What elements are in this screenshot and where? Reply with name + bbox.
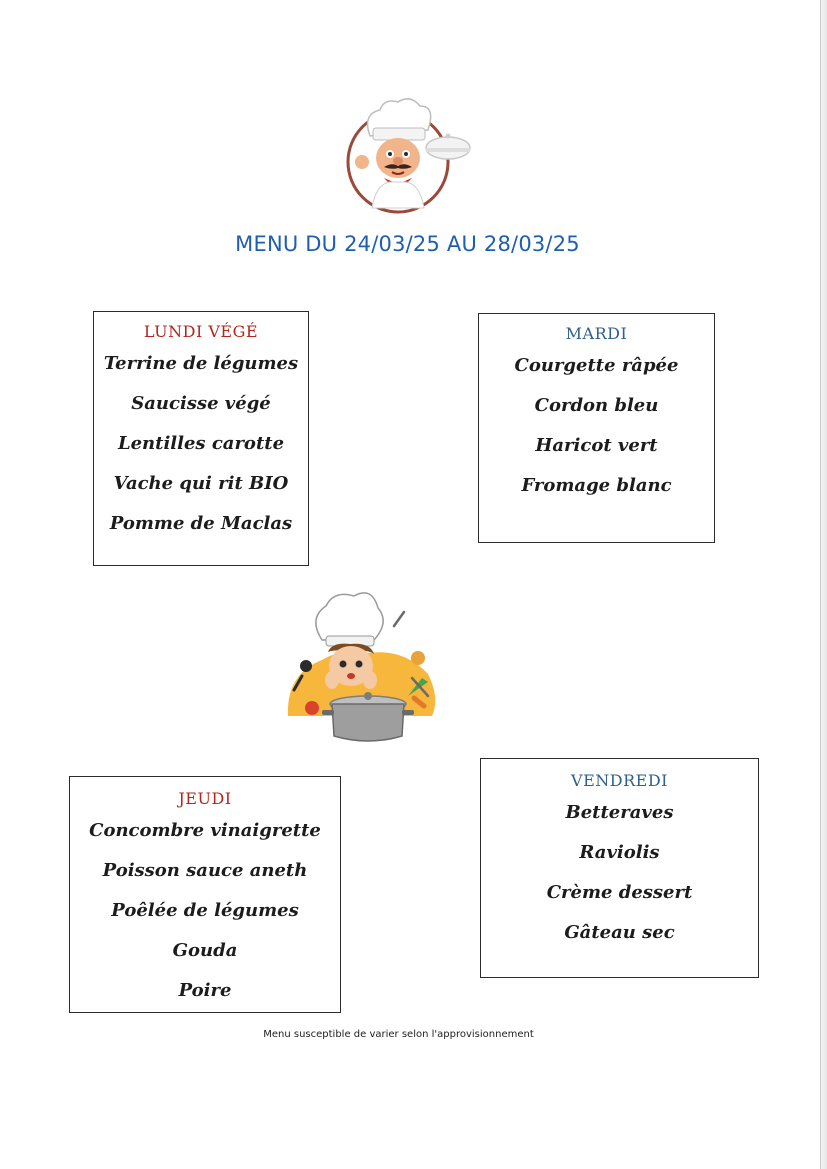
menu-item: Crème dessert: [546, 882, 693, 903]
day-title-mardi: MARDI: [565, 324, 628, 343]
menu-item: Raviolis: [579, 842, 660, 863]
menu-item: Concombre vinaigrette: [89, 820, 321, 841]
day-title-jeudi: JEUDI: [178, 789, 232, 808]
menu-item: Terrine de légumes: [103, 353, 299, 374]
menu-item: Pomme de Maclas: [109, 513, 293, 534]
menu-item: Vache qui rit BIO: [113, 473, 289, 494]
menu-item: Saucisse végé: [131, 393, 271, 414]
kid-chef-cooking-icon: [282, 588, 442, 748]
day-box-jeudi: [69, 776, 341, 1013]
menu-item: Gouda: [172, 940, 238, 961]
menu-item: Poisson sauce aneth: [102, 860, 308, 881]
menu-item: Haricot vert: [535, 435, 658, 456]
menu-item: Courgette râpée: [514, 355, 679, 376]
page-title: MENU DU 24/03/25 AU 28/03/25: [235, 232, 580, 256]
scan-edge-shadow: [821, 0, 827, 1169]
chef-logo-icon: [340, 96, 475, 218]
day-box-mardi: [478, 313, 715, 543]
footer-note: Menu susceptible de varier selon l'approvisionnement: [263, 1029, 534, 1040]
menu-item: Betteraves: [565, 802, 674, 823]
menu-item: Poire: [178, 980, 232, 1001]
menu-item: Gâteau sec: [564, 922, 675, 943]
menu-item: Lentilles carotte: [117, 433, 285, 454]
day-box-vendredi: [480, 758, 759, 978]
day-box-lundi: [93, 311, 309, 566]
menu-item: Fromage blanc: [521, 475, 672, 496]
menu-item: Poêlée de légumes: [111, 900, 299, 921]
day-title-lundi: LUNDI VÉGÉ: [143, 322, 259, 341]
day-title-vendredi: VENDREDI: [571, 771, 668, 790]
scan-edge-line: [820, 0, 821, 1169]
menu-item: Cordon bleu: [534, 395, 659, 416]
